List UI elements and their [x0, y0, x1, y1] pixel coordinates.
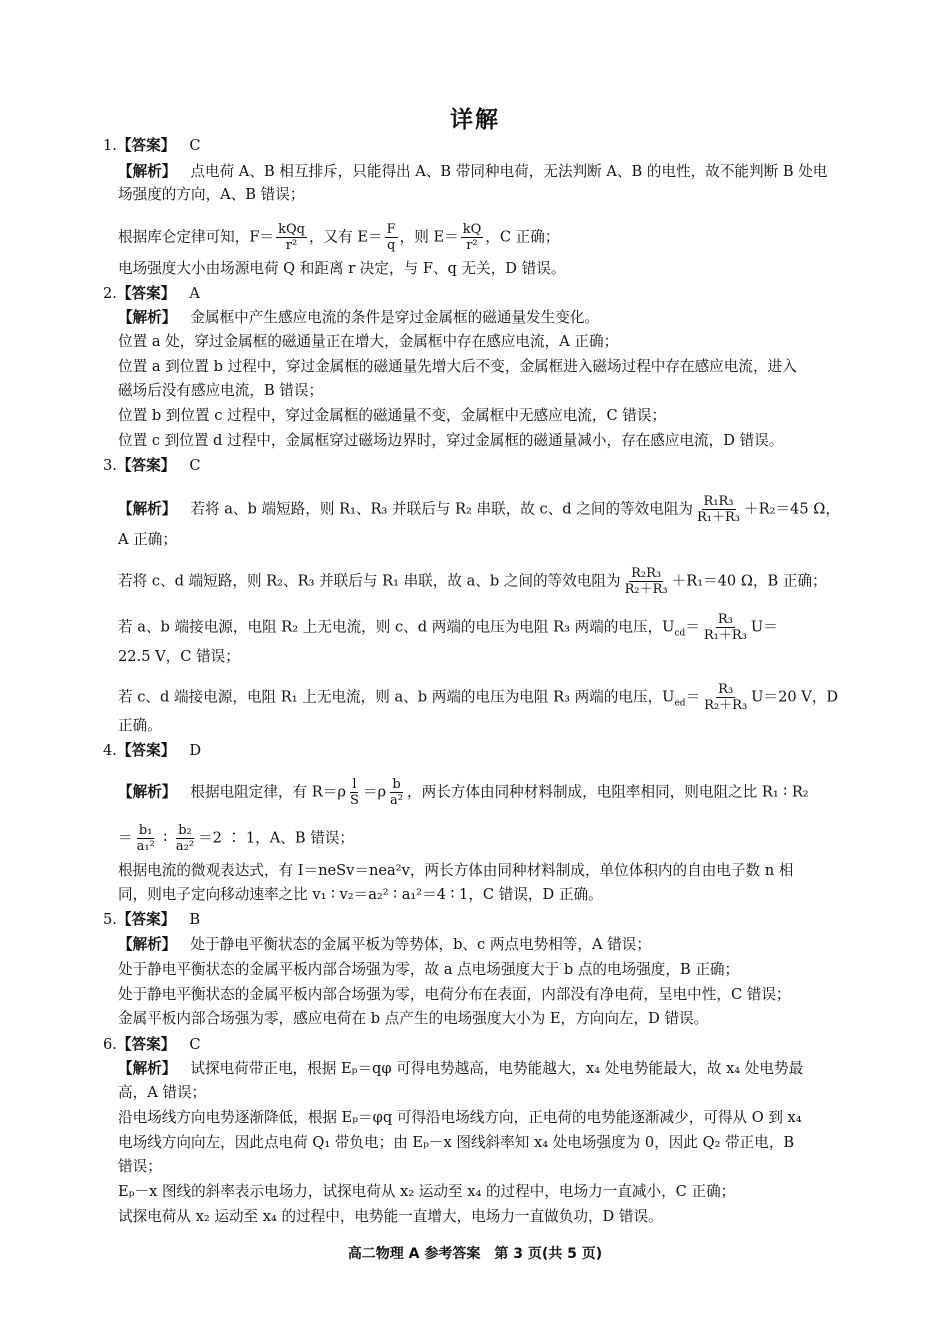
q1-text: 场强度的方向，A、B 错误；: [118, 186, 305, 203]
q4-text: 根据电流的微观表达式，有 I＝neSv＝nea²v，两长方体由同种材料制成，单位体积内的自由电子数 n 相: [118, 862, 794, 879]
fraction: $\frac{kQ}{\text{r²}}$: [462, 222, 482, 253]
q4-text: 同，则电子定向移动速率之比 v₁ ∶ v₂＝a₂² ∶ a₁²＝4 ∶ 1，C 错误，D 正确。: [118, 886, 603, 903]
q6-text: 高，A 错误；: [118, 1084, 207, 1101]
q1-text: 电场强度大小由场源电荷 Q 和距离 r 决定，与 F、q 无关，D 错误。: [118, 260, 566, 277]
q2-text: 位置 a 处，穿过金属框的磁通量正在增大，金属框中存在感应电流，A 正确；: [118, 333, 619, 350]
q1-formula-line: 根据库仑定律可知，F＝ $\frac{\text{kQq}}{\text{r²}}$ ，又有 E＝ $\frac{F}{q}$ ，则 E＝ $\frac{kQ}{\text{r²}}$ ，C 正确；: [118, 222, 560, 253]
q5-text: 处于静电平衡状态的金属平板内部合场强为零，故 a 点电场强度大于 b 点的电场强度，B 正确；: [118, 961, 740, 978]
fraction: $\frac{\text{R₃}}{\text{R₂＋R₃}}$: [704, 682, 748, 713]
q2-answer-line: 2.【答案】 A: [103, 285, 200, 302]
q5-text: 金属平板内部合场强为零，感应电荷在 b 点产生的电场强度大小为 E，方向向左，D 错误。: [118, 1010, 709, 1027]
q4-answer-line: 4.【答案】 D: [103, 742, 202, 759]
q6-text: Eₚ－x 图线的斜率表示电场力，试探电荷从 x₂ 运动至 x₄ 的过程中，电场力一直减小，C 正确；: [118, 1183, 736, 1200]
q2-analysis-line: 【解析】 金属框中产生感应电流的条件是穿过金属框的磁通量发生变化。: [118, 309, 600, 326]
q5-analysis-line: 【解析】 处于静电平衡状态的金属平板为等势体，b、c 两点电势相等，A 错误；: [118, 936, 651, 953]
q4-formula-line: ＝ $\frac{\text{b₁}}{\text{a₁²}}$ ∶ $\frac{\text{b₂}}{\text{a₂²}}$ ＝2 ∶ 1，A、B 错误；: [118, 823, 354, 854]
q3-answer-line: 3.【答案】 C: [103, 457, 201, 474]
q6-text: 试探电荷从 x₂ 运动至 x₄ 的过程中，电势能一直增大，电场力一直做负功，D 错误。: [118, 1208, 663, 1225]
q3-text: A 正确；: [118, 531, 177, 548]
q2-text: 位置 a 到位置 b 过程中，穿过金属框的磁通量先增大后不变，金属框进入磁场过程中存在感应电流，进入: [118, 358, 797, 375]
page-title: 详解: [450, 107, 500, 133]
q6-text: 电场线方向向左，因此点电荷 Q₁ 带负电；由 Eₚ－x 图线斜率知 x₄ 处电场强度为 0，因此 Q₂ 带正电，B: [118, 1134, 795, 1151]
q1-answer-line: 1.【答案】 C: [103, 137, 201, 154]
q3-formula-line: 若将 c、d 端短路，则 R₂、R₃ 并联后与 R₁ 串联，故 a、b 之间的等效电阻为 $\frac{\text{R₂R₃}}{\text{R₂＋R₃}}$ ＋R₁＝40 Ω，B 正确；: [118, 566, 827, 597]
q3-analysis-line: 【解析】 若将 a、b 端短路，则 R₁、R₃ 并联后与 R₂ 串联，故 c、d 之间的等效电阻为 $\frac{\text{R₁R₃}}{\text{R₁＋R₃}}$ ＋R₂＝45 Ω，: [118, 494, 840, 525]
q6-text: 沿电场线方向电势逐渐降低，根据 Eₚ＝φq 可得沿电场线方向，正电荷的电势能逐渐减少，可得从 O 到 x₄: [118, 1109, 802, 1126]
q3-text: 正确。: [118, 717, 162, 734]
q2-text: 位置 b 到位置 c 过程中，穿过金属框的磁通量不变，金属框中无感应电流，C 错误；: [118, 407, 667, 424]
fraction: $\frac{F}{q}$: [386, 222, 396, 253]
fraction: $\frac{\text{b₁}}{\text{a₁²}}$: [136, 823, 155, 854]
fraction: $\frac{\text{kQq}}{\text{r²}}$: [278, 222, 305, 253]
fraction: $\frac{\text{b₂}}{\text{a₂²}}$: [175, 823, 195, 854]
fraction: $\frac{l}{S}$: [349, 777, 359, 808]
fraction: $\frac{b}{\text{a²}}$: [390, 777, 404, 808]
fraction: $\frac{\text{R₁R₃}}{\text{R₁＋R₃}}$: [697, 494, 741, 525]
q4-analysis-line: 【解析】 根据电阻定律，有 R＝ρ $\frac{l}{S}$ ＝ρ $\frac{b}{\text{a²}}$ ，两长方体由同种材料制成，电阻率相同，则电阻之比 R₁ ∶ R₂: [118, 777, 809, 808]
q1-analysis-line: 【解析】 点电荷 A、B 相互排斥，只能得出 A、B 带同种电荷，无法判断 A、B 的电性，故不能判断 B 处电: [118, 163, 828, 180]
q5-answer-line: 5.【答案】 B: [103, 911, 201, 928]
q6-analysis-line: 【解析】 试探电荷带正电，根据 Eₚ＝qφ 可得电势越高，电势能越大，x₄ 处电势能最大，故 x₄ 处电势最: [118, 1060, 804, 1077]
q2-text: 位置 c 到位置 d 过程中，金属框穿过磁场边界时，穿过金属框的磁通量减小，存在感应电流，D 错误。: [118, 432, 784, 449]
q6-text: 错误；: [118, 1158, 162, 1175]
page-footer: 高二物理 A 参考答案 第 3 页(共 5 页): [347, 1246, 603, 1262]
q3-text: 22.5 V，C 错误；: [118, 648, 240, 665]
q5-text: 处于静电平衡状态的金属平板内部合场强为零，电荷分布在表面，内部没有净电荷，呈电中性，C 错误；: [118, 986, 791, 1003]
fraction: $\frac{\text{R₃}}{\text{R₁＋R₃}}$: [703, 612, 747, 643]
q3-formula-line: 若 a、b 端接电源，电阻 R₂ 上无电流，则 c、d 两端的电压为电阻 R₃ 两端的电压，$U_{cd}=$ $\frac{\text{R₃}}{\text{R₁＋R₃}}$ U＝: [118, 612, 778, 643]
q6-answer-line: 6.【答案】 C: [103, 1036, 201, 1053]
q3-formula-line: 若 c、d 端接电源，电阻 R₁ 上无电流，则 a、b 两端的电压为电阻 R₃ 两端的电压，$U_{ed}=$ $\frac{\text{R₃}}{\text{R₂＋R₃}}$ U＝20 V，D: [118, 682, 839, 713]
q2-text: 磁场后没有感应电流，B 错误；: [118, 382, 324, 399]
fraction: $\frac{\text{R₂R₃}}{\text{R₂＋R₃}}$: [624, 566, 668, 597]
